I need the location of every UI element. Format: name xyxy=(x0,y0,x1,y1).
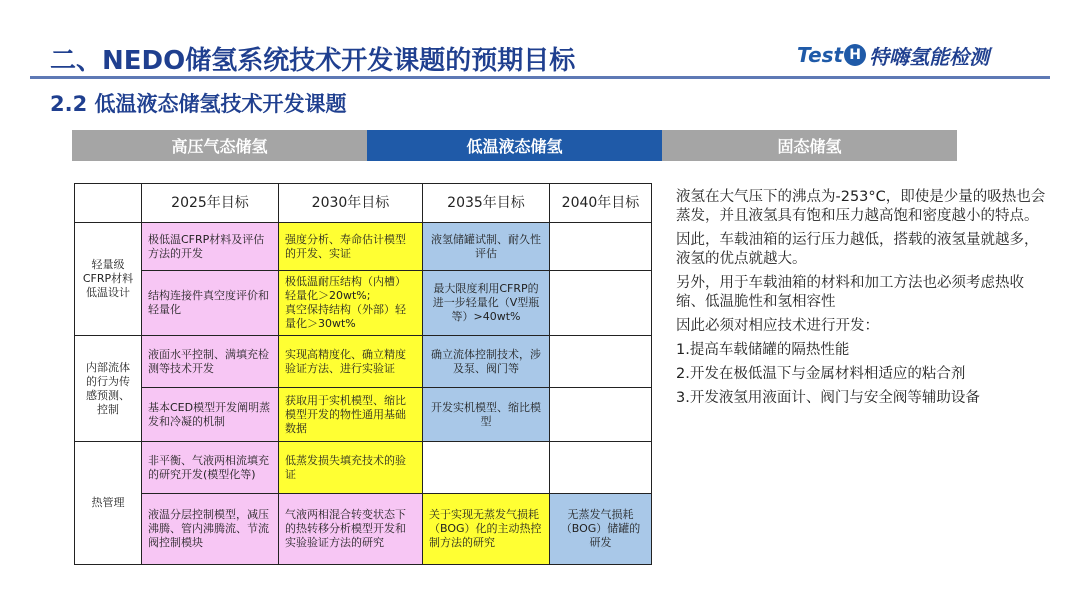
cell-2040: 无蒸发气损耗（BOG）储罐的研发 xyxy=(550,494,652,565)
cell-2025: 基本CED模型开发阐明蒸发和冷凝的机制 xyxy=(142,388,279,442)
table-row xyxy=(75,442,652,494)
table-row xyxy=(75,336,652,388)
cell-2035: 开发实机模型、缩比模型 xyxy=(423,388,550,442)
company-logo xyxy=(797,38,989,72)
cell-2035: 确立流体控制技术，涉及泵、阀门等 xyxy=(423,336,550,388)
table-header-row xyxy=(75,184,652,223)
note-list-item: 2.开发在极低温下与金属材料相适应的粘合剂 xyxy=(676,366,966,382)
column-header-2040: 2040年目标 xyxy=(550,184,652,223)
cell-2035: 液氢储罐试制、耐久性评估 xyxy=(423,223,550,271)
column-header-2035: 2035年目标 xyxy=(423,184,550,223)
cell-2030: 强度分析、寿命估计模型的开发、实证 xyxy=(279,223,423,271)
table-row xyxy=(75,271,652,336)
tab-liquid-hydrogen[interactable]: 低温液态储氢 xyxy=(367,130,662,161)
cell-2025: 液温分层控制模型，减压沸腾、管内沸腾流、节流阀控制模块 xyxy=(142,494,279,565)
cell-2030: 极低温耐压结构（内槽）轻量化＞20wt%; 真空保持结构（外部）轻量化＞30wt% xyxy=(279,271,423,336)
row-group-thermal-management: 热管理 xyxy=(75,442,142,565)
cell-2035-empty xyxy=(423,442,550,494)
explanation-notes xyxy=(676,188,1046,413)
note-paragraph: 因此必须对相应技术进行开发： xyxy=(676,318,879,334)
targets-table xyxy=(74,183,652,565)
logo-brand-text: 特嗨氢能检测 xyxy=(869,44,990,69)
note-paragraph: 液氢在大气压下的沸点为-253°C，即使是少量的吸热也会蒸发，并且液氢具有饱和压力越高饱和密度越小的特点。 xyxy=(676,189,1046,224)
note-list-item: 1.提高车载储罐的隔热性能 xyxy=(676,342,850,358)
note-list-item: 3.开发液氢用液面计、阀门与安全阀等辅助设备 xyxy=(676,390,980,406)
section-subtitle: 2.2 低温液态储氢技术开发课题 xyxy=(50,92,347,116)
cell-2035: 最大限度利用CFRP的进一步轻量化（V型瓶等）>40wt% xyxy=(423,271,550,336)
column-header-2030: 2030年目标 xyxy=(279,184,423,223)
column-header-2025: 2025年目标 xyxy=(142,184,279,223)
cell-2025: 结构连接件真空度评价和轻量化 xyxy=(142,271,279,336)
cell-2040-empty xyxy=(550,271,652,336)
row-group-fluid-behavior: 内部流体的行为传感预测、控制 xyxy=(75,336,142,442)
title-divider xyxy=(30,76,1050,79)
tab-solid-state[interactable]: 固态储氢 xyxy=(662,130,957,161)
cell-2030: 实现高精度化、确立精度验证方法、进行实验证 xyxy=(279,336,423,388)
cell-2025: 液面水平控制、满填充检测等技术开发 xyxy=(142,336,279,388)
cell-2030: 获取用于实机模型、缩比模型开发的物性通用基础数据 xyxy=(279,388,423,442)
tab-high-pressure-gas[interactable]: 高压气态储氢 xyxy=(72,130,367,161)
cell-2040-empty xyxy=(550,336,652,388)
cell-2030: 气液两相混合转变状态下的热转移分析模型开发和实验验证方法的研究 xyxy=(279,494,423,565)
note-paragraph: 另外，用于车载油箱的材料和加工方法也必须考虑热收缩、低温脆性和氢相容性 xyxy=(676,275,1024,310)
cell-2025: 非平衡、气液两相流填充的研究开发(模型化等) xyxy=(142,442,279,494)
cell-2040-empty xyxy=(550,442,652,494)
page-title: 二、NEDO储氢系统技术开发课题的预期目标 xyxy=(50,46,576,76)
cell-2040-empty xyxy=(550,223,652,271)
row-group-cfrp: 轻量级CFRP材料低温设计 xyxy=(75,223,142,336)
hydrogen-badge-icon: H xyxy=(844,44,866,66)
cell-2030: 低蒸发损失填充技术的验证 xyxy=(279,442,423,494)
logo-test-text: Test xyxy=(797,43,844,67)
cell-2025: 极低温CFRP材料及评估方法的开发 xyxy=(142,223,279,271)
cell-2040-empty xyxy=(550,388,652,442)
table-row xyxy=(75,223,652,271)
cell-2035: 关于实现无蒸发气损耗（BOG）化的主动热控制方法的研究 xyxy=(423,494,550,565)
storage-type-tabs xyxy=(72,130,957,161)
table-row xyxy=(75,494,652,565)
note-paragraph: 因此，车载油箱的运行压力越低，搭载的液氢量就越多，液氢的优点就越大。 xyxy=(676,232,1039,267)
table-row xyxy=(75,388,652,442)
table-corner-cell xyxy=(75,184,142,223)
